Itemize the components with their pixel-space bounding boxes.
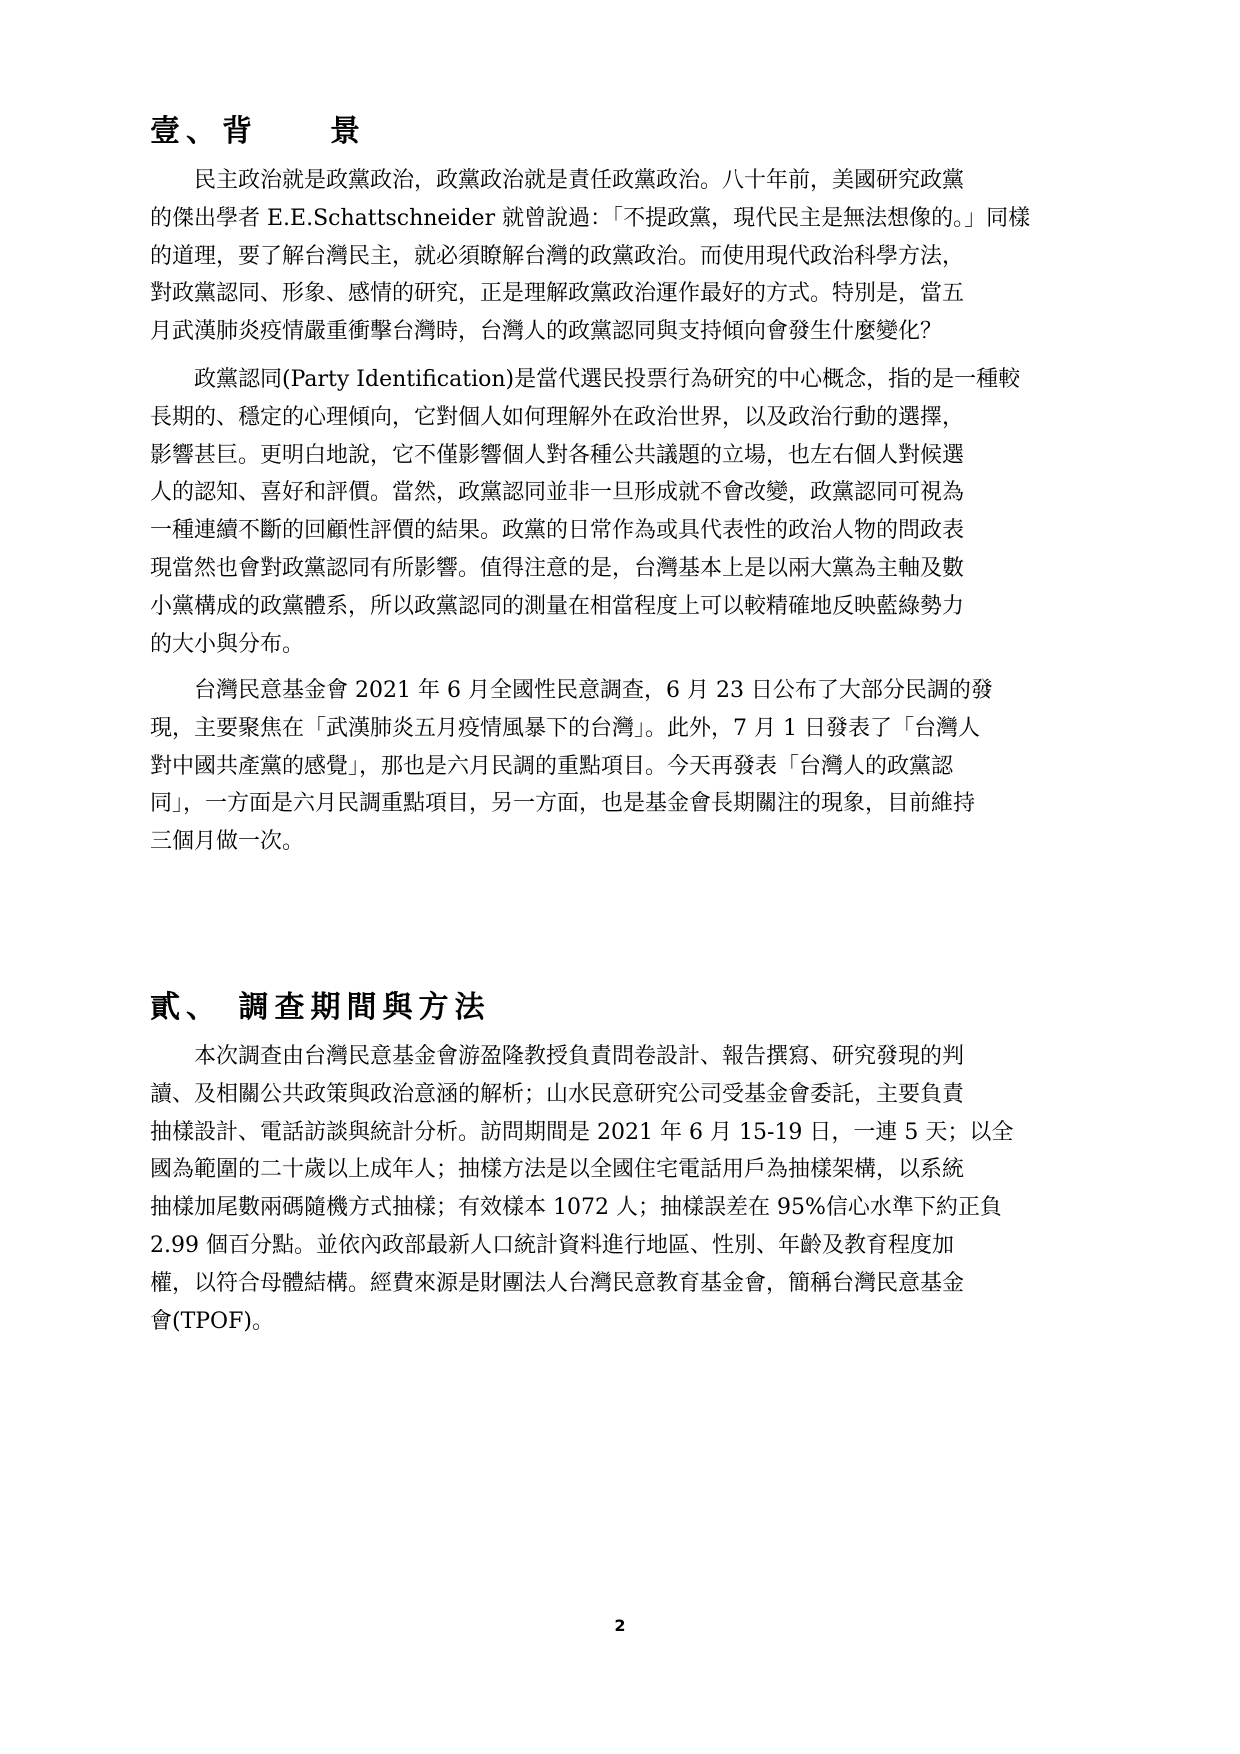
- text-line: 權，以符合母體結構。經費來源是財團法人台灣民意教育基金會，簡稱台灣民意基金: [150, 1270, 965, 1296]
- text-line: 台灣民意基金會 2021 年 6 月全國性民意調查，6 月 23 日公布了大部分民調的發: [150, 678, 993, 703]
- text-line: 抽樣加尾數兩碼隨機方式抽樣；有效樣本 1072 人；抽樣誤差在 95%信心水準下約正負: [150, 1195, 1002, 1221]
- text-line: 的傑出學者 E.E.Schattschneider 就曾說過：「不提政黨，現代民主是無法想像的。」同樣: [150, 205, 1031, 231]
- text-line: 政黨認同(Party Identification)是當代選民投票行為研究的中心概念，指的是一種較: [150, 367, 1021, 392]
- paragraph-1: [150, 162, 1094, 351]
- text-line: 一種連續不斷的回顧性評價的結果。政黨的日常作為或具代表性的政治人物的問政表: [150, 518, 965, 544]
- text-line: 讀、及相關公共政策與政治意涵的解析；山水民意研究公司受基金會委託，主要負責: [150, 1081, 965, 1107]
- text-line: 民主政治就是政黨政治，政黨政治就是責任政黨政治。八十年前，美國研究政黨: [150, 168, 965, 193]
- text-line: 現當然也會對政黨認同有所影響。值得注意的是，台灣基本上是以兩大黨為主軸及數: [150, 555, 965, 581]
- text-line: 對中國共產黨的感覺」，那也是六月民調的重點項目。今天再發表「台灣人的政黨認: [150, 753, 954, 779]
- text-line: 2.99 個百分點。並依內政部最新人口統計資料進行地區、性別、年齡及教育程度加: [150, 1232, 954, 1258]
- section-heading-background: 壹、背 景: [150, 114, 366, 149]
- text-line: 現，主要聚焦在「武漢肺炎五月疫情風暴下的台灣」。此外，7 月 1 日發表了「台灣人: [150, 715, 980, 741]
- paragraph-3: [150, 672, 1094, 861]
- text-line: 長期的、穩定的心理傾向，它對個人如何理解外在政治世界，以及政治行動的選擇，: [150, 404, 965, 430]
- text-line: 小黨構成的政黨體系，所以政黨認同的測量在相當程度上可以較精確地反映藍綠勢力: [150, 593, 965, 619]
- text-line: 對政黨認同、形象、感情的研究，正是理解政黨政治運作最好的方式。特別是，當五: [150, 281, 965, 307]
- section-1: [150, 112, 1094, 152]
- text-line: 月武漢肺炎疫情嚴重衝擊台灣時，台灣人的政黨認同與支持傾向會發生什麼變化？: [150, 319, 943, 345]
- text-line: 抽樣設計、電話訪談與統計分析。訪問期間是 2021 年 6 月 15-19 日，一連 5 天；以全: [150, 1119, 1014, 1145]
- text-line: 的大小與分布。: [150, 631, 305, 657]
- text-line: 影響甚巨。更明白地說，它不僅影響個人對各種公共議題的立場，也左右個人對候選: [150, 442, 965, 468]
- text-line: 三個月做一次。: [150, 829, 305, 855]
- paragraph-4: [150, 1038, 1094, 1340]
- text-line: 會(TPOF)。: [150, 1308, 274, 1334]
- text-line: 同」，一方面是六月民調重點項目，另一方面，也是基金會長期關注的現象，目前維持: [150, 791, 976, 817]
- text-line: 的道理，要了解台灣民主，就必須瞭解台灣的政黨政治。而使用現代政治科學方法，: [150, 243, 965, 269]
- paragraph-2: [150, 361, 1094, 663]
- section-heading-survey-method: 貳、 調查期間與方法: [150, 990, 491, 1025]
- text-line: 人的認知、喜好和評價。當然，政黨認同並非一旦形成就不會改變，政黨認同可視為: [150, 480, 965, 506]
- text-line: 本次調查由台灣民意基金會游盈隆教授負責問卷設計、報告撰寫、研究發現的判: [150, 1044, 965, 1069]
- text-line: 國為範圍的二十歲以上成年人；抽樣方法是以全國住宅電話用戶為抽樣架構，以系統: [150, 1157, 965, 1183]
- page-number: 2: [614, 1616, 626, 1635]
- section-2: [150, 988, 1094, 1028]
